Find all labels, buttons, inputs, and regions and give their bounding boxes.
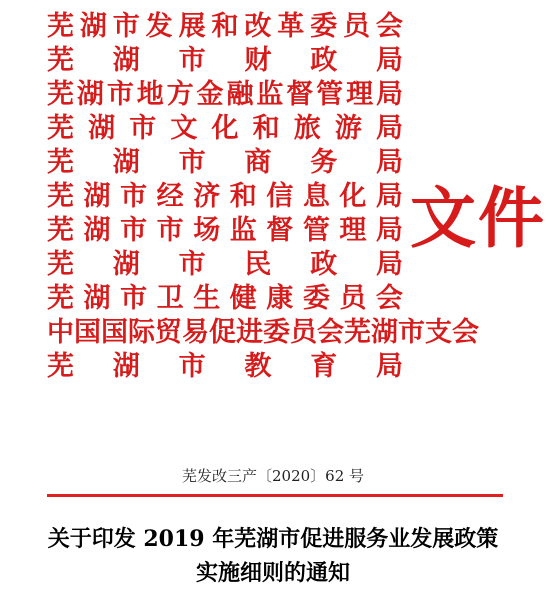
issuer-char: 市 bbox=[178, 351, 206, 382]
issuer-char: 市 bbox=[120, 215, 148, 246]
issuer-char: 湖 bbox=[112, 249, 140, 280]
issuer-char: 市 bbox=[112, 11, 140, 42]
issuer-char: 革 bbox=[277, 11, 305, 42]
issuer-row bbox=[47, 282, 403, 316]
issuer-char: 会 bbox=[452, 317, 479, 348]
issuer-char: 生 bbox=[193, 283, 221, 314]
issuer-char: 济 bbox=[193, 181, 221, 212]
issuer-row bbox=[47, 248, 403, 282]
issuer-char: 理 bbox=[346, 79, 374, 110]
issuer-char: 市 bbox=[106, 79, 134, 110]
issuer-char: 局 bbox=[375, 79, 403, 110]
issuer-char: 地 bbox=[136, 79, 164, 110]
issuer-char: 局 bbox=[375, 215, 403, 246]
issuer-char: 湖 bbox=[79, 11, 107, 42]
issuer-char: 政 bbox=[310, 249, 338, 280]
issuer-char: 方 bbox=[166, 79, 194, 110]
issuer-char: 局 bbox=[376, 113, 403, 144]
issuer-char: 化 bbox=[211, 113, 239, 144]
issuer-char: 进 bbox=[236, 317, 263, 348]
issuer-char: 湖 bbox=[371, 317, 398, 348]
issuer-char: 局 bbox=[375, 45, 403, 76]
document-number: 芜发改三产〔2020〕62 号 bbox=[181, 467, 365, 485]
issuer-row bbox=[47, 10, 403, 44]
issuer-char: 员 bbox=[290, 317, 317, 348]
issuer-char: 会 bbox=[375, 283, 403, 314]
issuer-char: 芜 bbox=[47, 147, 74, 178]
issuer-char: 育 bbox=[310, 351, 338, 382]
issuer-char: 促 bbox=[209, 317, 236, 348]
issuer-row bbox=[47, 214, 403, 248]
issuer-char: 中 bbox=[47, 317, 74, 348]
issuer-char: 市 bbox=[129, 113, 157, 144]
issuer-char: 芜 bbox=[47, 45, 74, 76]
issuer-char: 督 bbox=[266, 215, 294, 246]
issuer-char: 会 bbox=[317, 317, 344, 348]
issuer-char: 民 bbox=[244, 249, 272, 280]
issuer-char: 信 bbox=[266, 181, 294, 212]
issuer-char: 商 bbox=[244, 147, 272, 178]
issuer-char: 财 bbox=[244, 45, 272, 76]
issuer-row bbox=[47, 146, 403, 180]
issuer-char: 委 bbox=[310, 11, 338, 42]
issuer-char: 市 bbox=[178, 147, 206, 178]
issuer-char: 息 bbox=[302, 181, 330, 212]
issuer-char: 局 bbox=[375, 351, 403, 382]
issuer-char: 旅 bbox=[293, 113, 321, 144]
issuer-char: 和 bbox=[229, 181, 257, 212]
issuer-char: 监 bbox=[229, 215, 257, 246]
document-title-line-2: 实施细则的通知 bbox=[195, 560, 350, 586]
red-divider-line bbox=[47, 494, 503, 497]
issuer-char: 监 bbox=[256, 79, 284, 110]
issuer-char: 市 bbox=[178, 45, 206, 76]
issuer-char: 湖 bbox=[83, 215, 111, 246]
issuer-char: 健 bbox=[229, 283, 257, 314]
issuer-char: 管 bbox=[302, 215, 330, 246]
issuer-char: 湖 bbox=[112, 147, 140, 178]
issuer-char: 局 bbox=[375, 181, 403, 212]
issuer-char: 康 bbox=[266, 283, 294, 314]
issuer-char: 市 bbox=[120, 181, 148, 212]
issuer-char: 芜 bbox=[47, 79, 74, 110]
issuer-char: 化 bbox=[339, 181, 367, 212]
issuer-char: 管 bbox=[316, 79, 344, 110]
issuer-char: 文 bbox=[170, 113, 198, 144]
issuer-char: 芜 bbox=[47, 249, 74, 280]
issuer-char: 政 bbox=[310, 45, 338, 76]
issuer-char: 湖 bbox=[112, 45, 140, 76]
issuer-char: 湖 bbox=[88, 113, 116, 144]
issuer-char: 金 bbox=[196, 79, 224, 110]
issuer-char: 市 bbox=[398, 317, 425, 348]
issuer-char: 芜 bbox=[47, 215, 74, 246]
issuer-char: 芜 bbox=[47, 113, 74, 144]
issuer-char: 芜 bbox=[47, 181, 74, 212]
issuer-char: 市 bbox=[178, 249, 206, 280]
issuer-char: 会 bbox=[375, 11, 403, 42]
issuer-char: 融 bbox=[226, 79, 254, 110]
issuer-char: 游 bbox=[334, 113, 362, 144]
issuer-row bbox=[47, 180, 403, 214]
issuer-char: 市 bbox=[156, 215, 184, 246]
issuer-char: 贸 bbox=[155, 317, 182, 348]
issuer-char: 芜 bbox=[47, 11, 74, 42]
issuer-char: 芜 bbox=[47, 351, 74, 382]
issuer-char: 湖 bbox=[112, 351, 140, 382]
issuer-char: 教 bbox=[244, 351, 272, 382]
issuer-row bbox=[47, 350, 403, 384]
issuer-char: 湖 bbox=[76, 79, 104, 110]
issuer-char: 芜 bbox=[344, 317, 371, 348]
issuer-char: 支 bbox=[425, 317, 452, 348]
document-title-line-1: 关于印发 2019 年芜湖市促进服务业发展政策 bbox=[47, 526, 499, 552]
issuer-char: 委 bbox=[263, 317, 290, 348]
issuer-char: 员 bbox=[343, 11, 371, 42]
issuer-char: 督 bbox=[286, 79, 314, 110]
issuer-char: 理 bbox=[339, 215, 367, 246]
issuer-char: 经 bbox=[156, 181, 184, 212]
issuer-char: 市 bbox=[120, 283, 148, 314]
issuer-char: 展 bbox=[178, 11, 206, 42]
issuer-char: 国 bbox=[101, 317, 128, 348]
issuer-char: 湖 bbox=[83, 283, 111, 314]
issuer-char: 和 bbox=[252, 113, 280, 144]
document-marker: 文件 bbox=[410, 179, 546, 257]
issuer-char: 国 bbox=[74, 317, 101, 348]
issuer-row bbox=[47, 78, 403, 112]
issuer-row bbox=[47, 44, 403, 78]
issuer-char: 场 bbox=[193, 215, 221, 246]
issuer-char: 局 bbox=[375, 249, 403, 280]
issuer-char: 和 bbox=[211, 11, 239, 42]
issuer-char: 员 bbox=[339, 283, 367, 314]
issuer-char: 发 bbox=[145, 11, 173, 42]
issuer-char: 芜 bbox=[47, 283, 74, 314]
issuer-char: 务 bbox=[310, 147, 338, 178]
issuer-char: 易 bbox=[182, 317, 209, 348]
issuer-row bbox=[47, 112, 403, 146]
issuer-char: 局 bbox=[375, 147, 403, 178]
issuer-char: 湖 bbox=[83, 181, 111, 212]
issuer-char: 改 bbox=[244, 11, 272, 42]
issuer-char: 委 bbox=[302, 283, 330, 314]
issuer-char: 卫 bbox=[156, 283, 184, 314]
issuer-char: 际 bbox=[128, 317, 155, 348]
issuer-row bbox=[47, 316, 479, 350]
